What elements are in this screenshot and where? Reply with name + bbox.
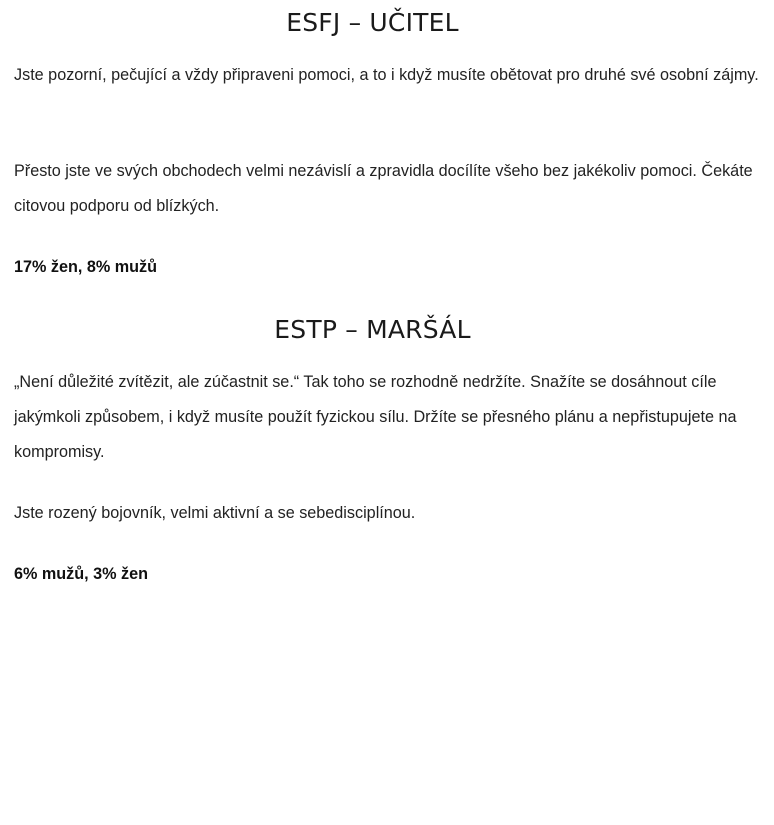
section-stats: 17% žen, 8% mužů [14,258,158,276]
section-heading-esfj: ESFJ – UČITEL [286,8,459,37]
section-heading-estp: ESTP – MARŠÁL [274,315,471,344]
section-paragraph: Jste pozorní, pečující a vždy připraveni pomoci, a to i když musíte obětovat pro druhé své osobní zájmy. [14,66,759,84]
section-stats: 6% mužů, 3% žen [14,565,149,583]
section-paragraph: Jste rozený bojovník, velmi aktivní a se sebedisciplínou. [14,504,416,522]
section-paragraph: „Není důležité zvítězit, ale zúčastnit se.“ Tak toho se rozhodně nedržíte. Snažíte se dosáhnout cíle jakýmkoli způsobem, i když musíte použít fyzickou sílu. Držíte se přesného plánu a nepřistupujete na kompromisy. [14,373,737,461]
section-paragraph: Přesto jste ve svých obchodech velmi nezávislí a zpravidla docílíte všeho bez jakékoliv pomoci. Čekáte citovou podporu od blízkých. [14,162,753,215]
